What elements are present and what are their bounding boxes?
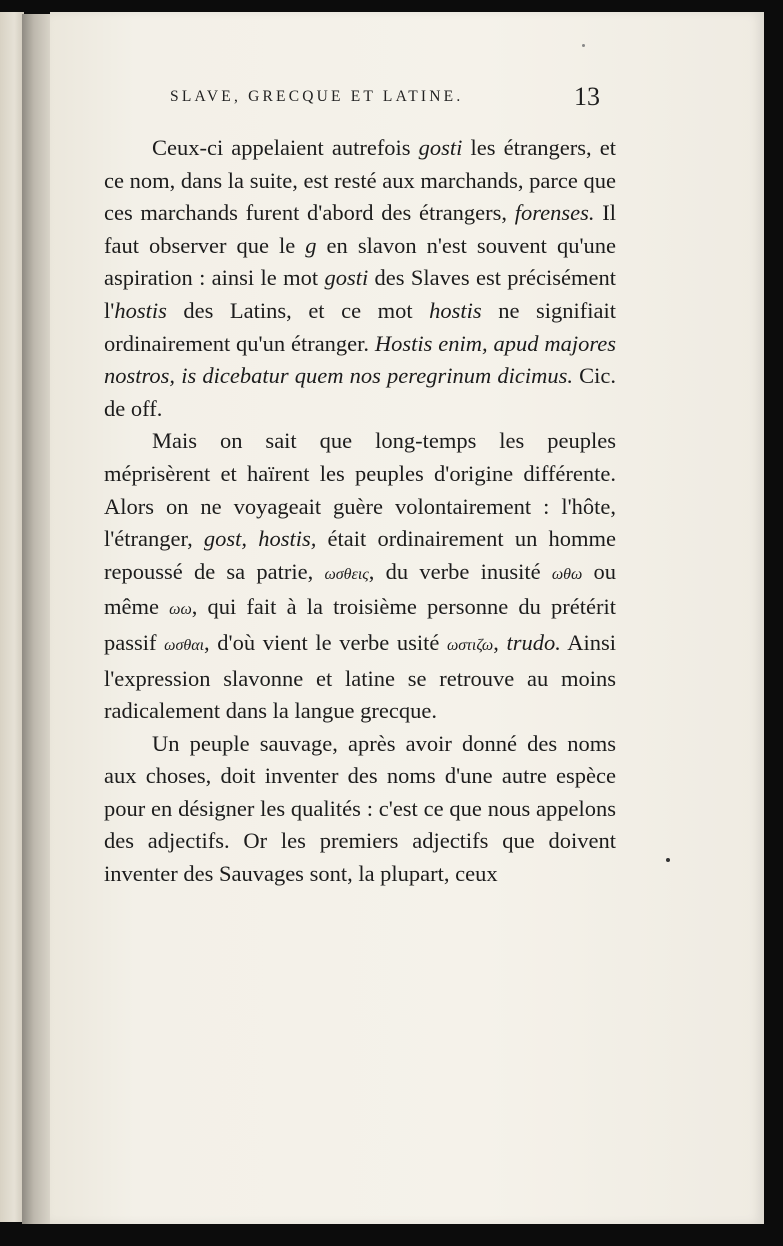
text-run: des Latins, et ce mot	[166, 297, 430, 323]
paragraph-1	[104, 132, 616, 425]
italic-term: hostis	[114, 297, 167, 323]
text-run: Ainsi l'expression slavonne et latine se retrouve au moins radicalement dans la langue grecque.	[104, 629, 616, 724]
text-run: ou même	[104, 558, 616, 620]
text-run: des Slaves est précisément l'	[104, 265, 617, 323]
italic-term: hostis	[429, 297, 482, 323]
paragraph-2	[104, 425, 616, 727]
greek-word: ωω	[169, 601, 192, 619]
paper-speck	[666, 858, 670, 862]
text-run: ne signifiait ordinairement qu'un étranger.	[104, 297, 616, 356]
paragraph-3	[104, 728, 616, 891]
text-run: ,	[493, 629, 507, 655]
text-run: , d'où vient le verbe usité	[204, 629, 447, 655]
italic-term: gosti	[418, 135, 463, 160]
running-title: SLAVE, GRECQUE ET LATINE.	[170, 88, 464, 105]
text-run: , qui fait à la troisième personne du prétérit passif	[104, 594, 616, 655]
italic-term: gosti	[324, 265, 369, 291]
italic-term: gost, hostis,	[203, 526, 317, 552]
greek-word: ωσθεις	[324, 565, 369, 583]
italic-term: forenses.	[514, 200, 595, 226]
text-run: était ordinairement un homme repoussé de sa patrie,	[104, 526, 616, 584]
text-run: Mais on sait que long-temps les peuples méprisèrent et haïrent les peuples d'origine différente. Alors on ne voyageait guère volontairement : l'hôte, l'étranger,	[104, 428, 616, 552]
citation: Cic. de off.	[104, 363, 617, 421]
paper-speck	[582, 44, 585, 47]
text-run: en slavon n'est souvent qu'une aspiration : ainsi le mot	[104, 232, 616, 291]
text-run: les étrangers, et ce nom, dans la suite, est resté aux marchands, parce que ces marchands furent d'abord des étrangers,	[104, 135, 616, 226]
italic-term: trudo.	[506, 629, 561, 655]
page-body	[104, 132, 616, 891]
italic-term: g	[305, 232, 317, 258]
greek-word: ωσθαι	[164, 636, 205, 654]
text-run: Ceux-ci appelaient autrefois	[152, 135, 419, 160]
greek-word: ωθω	[551, 565, 583, 583]
text-run: Il faut observer que le	[104, 200, 616, 258]
page-number: 13	[574, 82, 600, 111]
previous-page-edge	[0, 12, 24, 1222]
greek-word: ωστιζω	[446, 636, 494, 654]
text-run: Un peuple sauvage, après avoir donné des noms aux choses, doit inventer des noms d'une autre espèce pour en désigner les qualités : c'est ce que nous appelons des adjectifs. Or les premiers adjectifs que doivent inventer des Sauvages sont, la plupart, ceux	[104, 730, 616, 887]
latin-quotation: Hostis enim, apud majores nostros, is dicebatur quem nos peregrinum dicimus.	[104, 330, 616, 389]
text-run: , du verbe inusité	[368, 558, 552, 584]
